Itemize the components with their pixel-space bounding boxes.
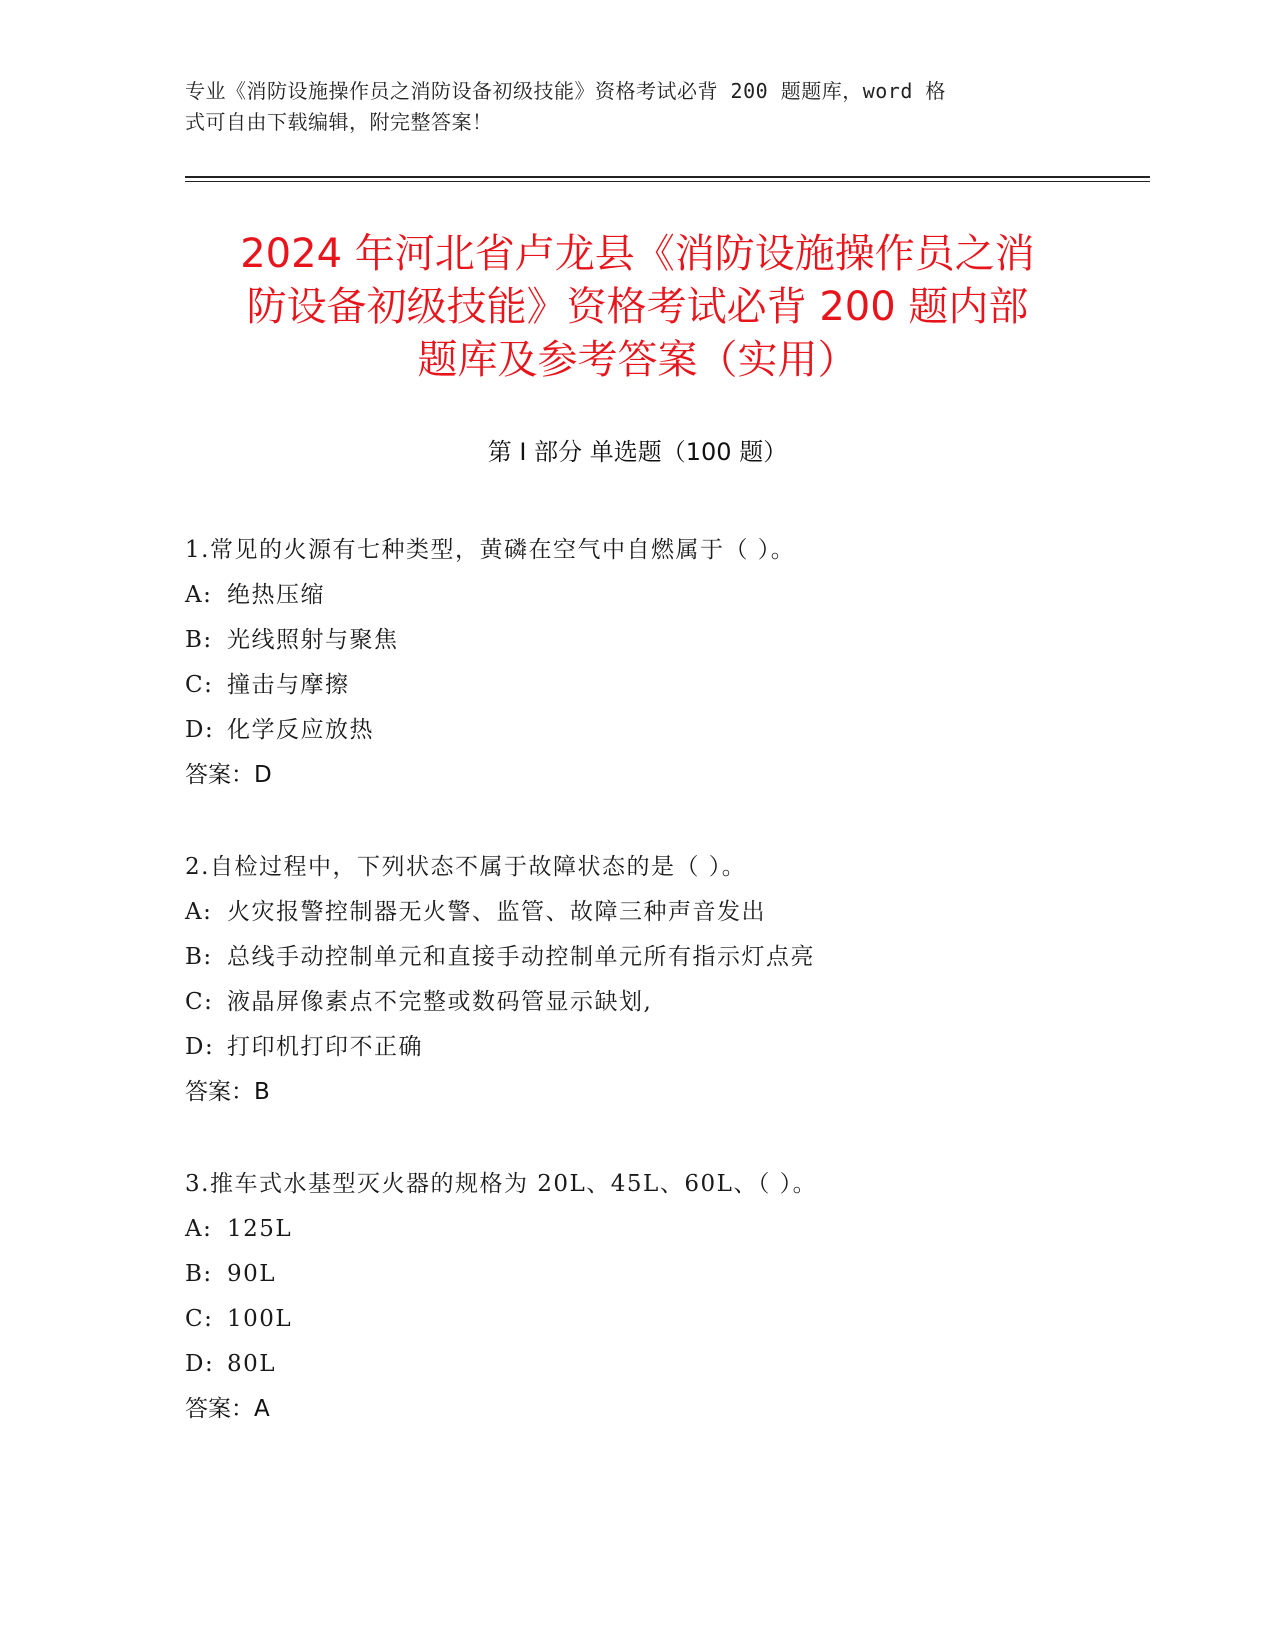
header-divider-thin	[185, 181, 1150, 182]
option-text: 打印机打印不正确	[227, 1034, 423, 1060]
option-text: 总线手动控制单元和直接手动控制单元所有指示灯点亮	[227, 944, 815, 970]
header-note	[185, 76, 1065, 138]
option-text: 火灾报警控制器无火警、监管、故障三种声音发出	[227, 899, 766, 925]
option-text: 绝热压缩	[227, 582, 325, 608]
option-letter: D:	[185, 1351, 215, 1377]
option-letter: C:	[185, 989, 214, 1015]
option-letter: A:	[185, 582, 213, 608]
option-letter: A:	[185, 1216, 213, 1242]
option-letter: B:	[185, 944, 213, 970]
document-title-line-1: 2024 年河北省卢龙县《消防设施操作员之消	[240, 231, 1035, 277]
question-2	[185, 845, 1145, 1115]
question-stem: 3.推车式水基型灭火器的规格为 20L、45L、60L、（ ）。	[185, 1171, 818, 1197]
header-divider-thick	[185, 176, 1150, 178]
option-letter: B:	[185, 627, 213, 653]
option-text: 液晶屏像素点不完整或数码管显示缺划,	[227, 989, 653, 1015]
document-title-line-2: 防设备初级技能》资格考试必背 200 题内部	[246, 284, 1029, 330]
option-text: 化学反应放热	[227, 717, 374, 743]
question-option-a	[185, 573, 1145, 618]
question-3	[185, 1162, 1145, 1432]
question-option-d	[185, 1025, 1145, 1070]
section-title: 第 I 部分 单选题（100 题）	[487, 438, 788, 466]
option-text: 80L	[227, 1351, 277, 1377]
option-letter: D:	[185, 717, 215, 743]
option-letter: D:	[185, 1034, 215, 1060]
option-letter: B:	[185, 1261, 213, 1287]
question-stem: 1.常见的火源有七种类型，黄磷在空气中自燃属于（ ）。	[185, 537, 796, 563]
header-note-line-1: 专业《消防设施操作员之消防设备初级技能》资格考试必背 200 题题库，word 格	[185, 79, 946, 103]
question-option-a	[185, 890, 1145, 935]
option-letter: A:	[185, 899, 213, 925]
option-letter: C:	[185, 672, 214, 698]
question-answer: 答案：B	[185, 1079, 270, 1105]
document-title-line-3: 题库及参考答案（实用）	[417, 337, 858, 383]
question-option-a	[185, 1207, 1145, 1252]
header-note-line-2: 式可自由下载编辑，附完整答案！	[185, 110, 493, 134]
option-text: 撞击与摩擦	[227, 672, 350, 698]
question-option-c	[185, 1297, 1145, 1342]
question-option-d	[185, 708, 1145, 753]
question-option-c	[185, 663, 1145, 708]
question-answer: 答案：A	[185, 1396, 270, 1422]
question-option-b	[185, 618, 1145, 663]
question-stem: 2.自检过程中，下列状态不属于故障状态的是（ ）。	[185, 854, 747, 880]
option-text: 光线照射与聚焦	[227, 627, 399, 653]
question-option-b	[185, 935, 1145, 980]
question-option-c	[185, 980, 1145, 1025]
option-text: 90L	[227, 1261, 277, 1287]
option-letter: C:	[185, 1306, 214, 1332]
option-text: 100L	[227, 1306, 293, 1332]
question-answer: 答案：D	[185, 762, 272, 788]
question-option-d	[185, 1342, 1145, 1387]
document-title	[160, 228, 1115, 387]
option-text: 125L	[227, 1216, 293, 1242]
question-option-b	[185, 1252, 1145, 1297]
question-1	[185, 528, 1145, 798]
